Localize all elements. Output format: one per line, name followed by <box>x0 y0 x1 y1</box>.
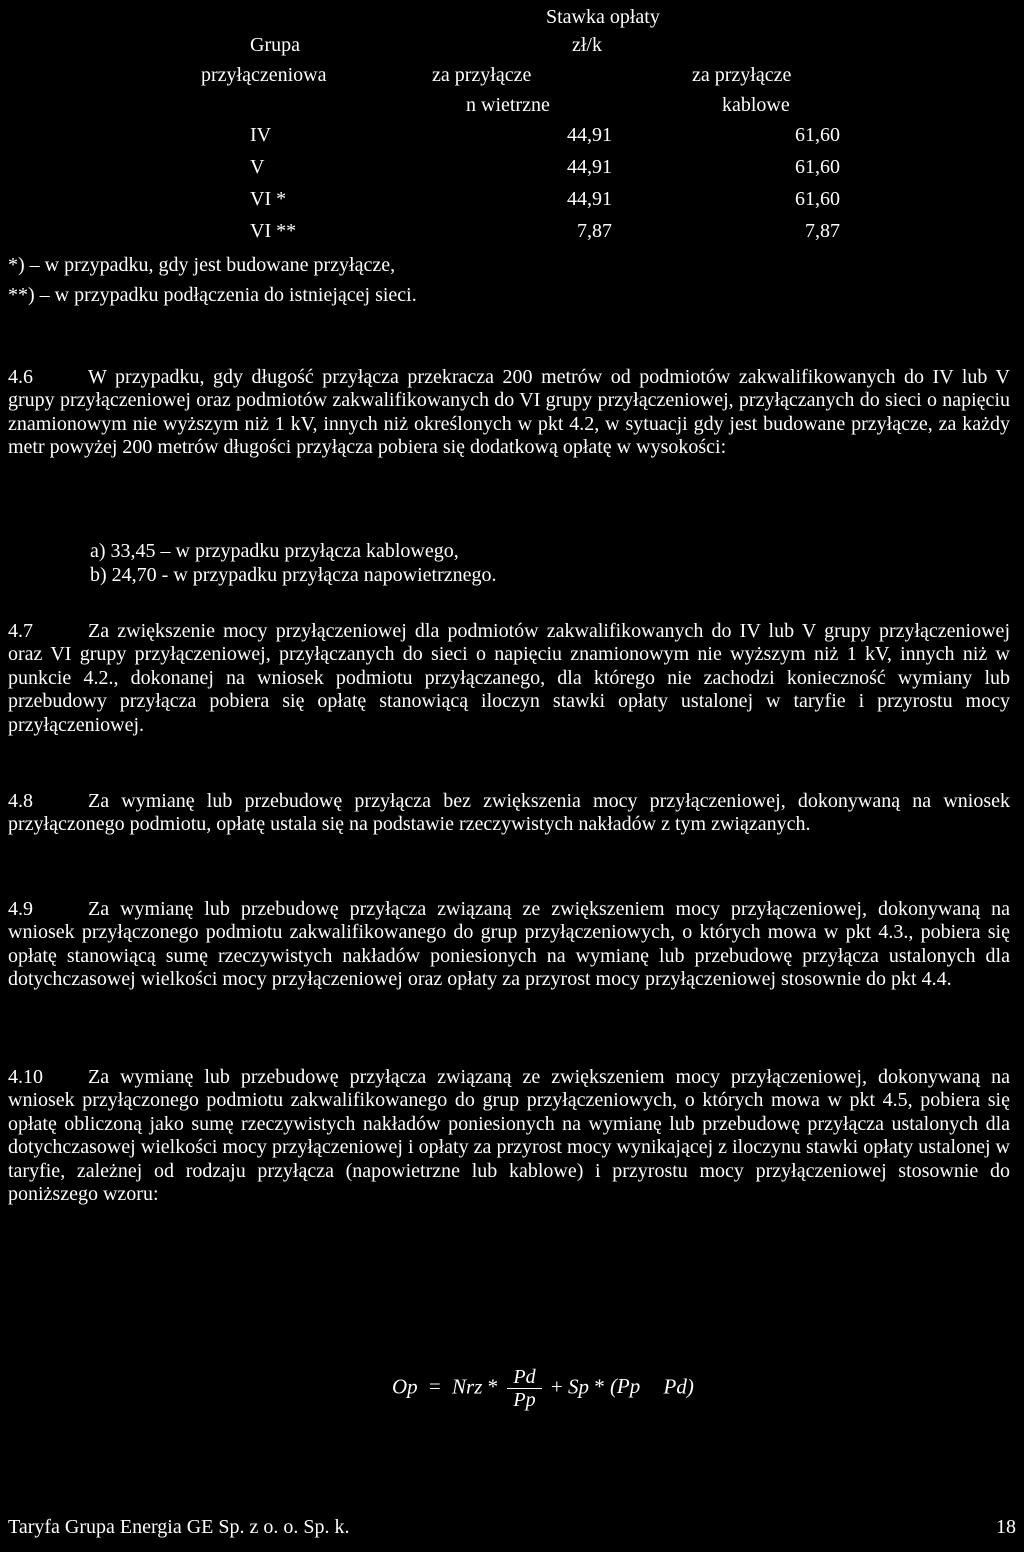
section-number: 4.9 <box>8 898 33 920</box>
table-row <box>0 188 1024 212</box>
cable-cell: 7,87 <box>805 220 840 242</box>
item-a: a) 33,45 – w przypadku przyłącza kablowego, <box>90 540 459 562</box>
fee-formula <box>392 1366 694 1411</box>
section-text: Za zwiększenie mocy przyłączeniowej dla podmiotów zakwalifikowanych do IV lub V grupy przyłączeniowej oraz VI grupy przyłączeniowej, przyłączanych do sieci o napięciu znamionowym nie wyższym niż 1 kV, innych niż w punkcie 4.2., dokonanej na wniosek podmiotu przyłączanego, dla którego nie zachodzi konieczność wymiany lub przebudowy przyłącza pobiera się opłatę stanowiącą iloczyn stawki opłaty ustalonej w taryfie i przyrostu mocy przyłączeniowej. <box>8 620 1010 736</box>
formula-nrz: Nrz <box>452 1374 483 1399</box>
section-text: Za wymianę lub przebudowę przyłącza związaną ze zwiększeniem mocy przyłączeniowej, dokonywaną na wniosek przyłączonego podmiotu zakwalifikowanego do grup przyłączeniowych, o których mowa w pkt 4.5, pobiera się opłatę obliczoną jako sumę rzeczywistych nakładów poniesionych na wymianę lub przebudowę przyłącza ustalonych dla dotychczasowej wielkości mocy przyłączeniowej i opłaty za przyrost mocy wynikającej z iloczynu stawki opłaty ustalonej w taryfie, zależnej od rodzaju przyłącza (napowietrzne lub kablowe) i przyrostu mocy przyłączeniowej stosownie do poniższego wzoru: <box>8 1066 1010 1206</box>
overhead-cell: 44,91 <box>567 156 612 178</box>
rate-header: Stawka opłaty <box>546 6 660 28</box>
cable-header: za przyłącze <box>692 64 792 86</box>
cable-cell: 61,60 <box>795 156 840 178</box>
footnote-2: **) – w przypadku podłączenia do istniejącej sieci. <box>8 284 417 306</box>
overhead-header-2: n wietrzne <box>466 94 550 116</box>
overhead-cell: 44,91 <box>567 188 612 210</box>
formula-eq: = <box>428 1374 441 1399</box>
section-4-9 <box>8 898 1010 992</box>
section-text: W przypadku, gdy długość przyłącza przekracza 200 metrów od podmiotów zakwalifikowanych do IV lub V grupy przyłączeniowej oraz podmiotów zakwalifikowanych do VI grupy przyłączeniowej, przyłączanych do sieci o napięciu znamionowym nie wyższym niż 1 kV, innych niż określonych w pkt 4.2, w sytuacji gdy jest budowane przyłącze, za każdy metr powyżej 200 metrów długości przyłącza pobiera się dodatkową opłatę w wysokości: <box>8 366 1010 459</box>
section-4-6 <box>8 366 1010 460</box>
section-number: 4.7 <box>8 620 33 642</box>
table-row <box>0 156 1024 180</box>
section-text: Za wymianę lub przebudowę przyłącza bez zwiększenia mocy przyłączeniowej, dokonywaną na wniosek przyłączonego podmiotu, opłatę ustala się na podstawie rzeczywistych nakładów z tym związanych. <box>8 790 1010 836</box>
table-row <box>0 124 1024 148</box>
table-row <box>0 220 1024 244</box>
overhead-cell: 7,87 <box>577 220 612 242</box>
formula-op: Op <box>392 1374 418 1399</box>
formula-pp: (Pp <box>609 1374 641 1399</box>
group-header-2: przyłączeniowa <box>201 64 327 86</box>
section-text: Za wymianę lub przebudowę przyłącza związaną ze zwiększeniem mocy przyłączeniowej, dokonywaną na wniosek przyłączonego podmiotu zakwalifikowanego do grup przyłączeniowych, o których mowa w pkt 4.3., pobiera się opłatę stanowiącą sumę rzeczywistych nakładów poniesionych na wymianę lub przebudowę przyłącza ustalonych dla dotychczasowej wielkości mocy przyłączeniowej oraz opłaty za przyrost mocy przyłączeniowej stosownie do pkt 4.4. <box>8 898 1010 991</box>
cable-cell: 61,60 <box>795 124 840 146</box>
formula-fraction <box>507 1366 541 1411</box>
fraction-denominator: Pp <box>513 1389 536 1411</box>
section-number: 4.6 <box>8 366 33 388</box>
group-cell: VI ** <box>250 220 297 242</box>
cable-header-2: kablowe <box>722 94 790 116</box>
footer-title: Taryfa Grupa Energia GE Sp. z o. o. Sp. k. <box>8 1516 350 1538</box>
formula-times-2: * <box>594 1374 605 1399</box>
footnote-1: *) – w przypadku, gdy jest budowane przyłącze, <box>8 254 396 276</box>
section-4-8 <box>8 790 1010 837</box>
group-cell: V <box>250 156 265 178</box>
overhead-cell: 44,91 <box>567 124 612 146</box>
section-number: 4.10 <box>8 1066 43 1088</box>
group-cell: IV <box>250 124 272 146</box>
page-number: 18 <box>996 1516 1016 1538</box>
formula-plus: + <box>550 1374 563 1399</box>
group-cell: VI * <box>250 188 287 210</box>
formula-pd: Pd) <box>663 1374 694 1399</box>
section-4-7 <box>8 620 1010 737</box>
section-4-10 <box>8 1066 1010 1206</box>
section-number: 4.8 <box>8 790 33 812</box>
group-header: Grupa <box>250 34 300 56</box>
fraction-numerator: Pd <box>507 1366 541 1389</box>
cable-cell: 61,60 <box>795 188 840 210</box>
formula-times: * <box>487 1374 499 1399</box>
item-b: b) 24,70 - w przypadku przyłącza napowietrznego. <box>90 564 497 586</box>
formula-sp: Sp <box>567 1374 589 1399</box>
unit-header: zł/k <box>572 34 602 56</box>
overhead-header: za przyłącze <box>432 64 532 86</box>
